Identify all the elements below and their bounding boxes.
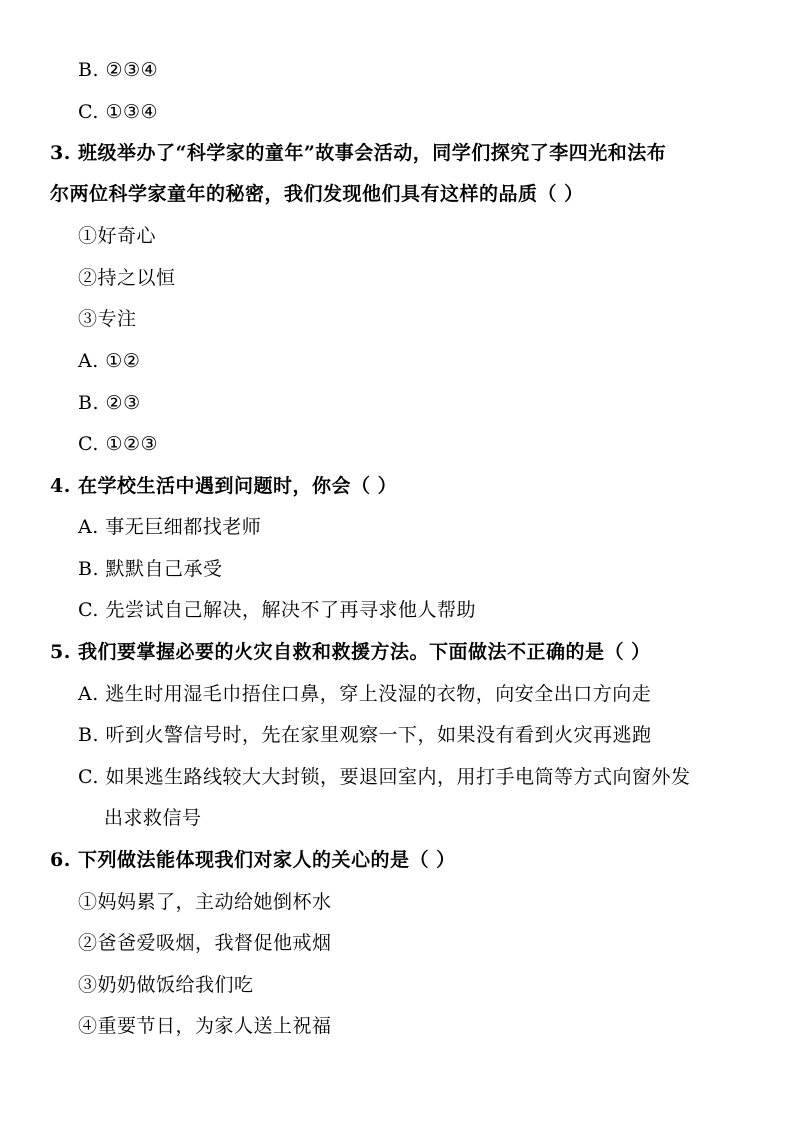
q6-item-2: ②爸爸爱吸烟，我督促他戒烟 (78, 932, 332, 954)
q4-option-b: B. 默默自己承受 (78, 558, 223, 580)
q3-item-1: ①好奇心 (78, 225, 157, 247)
q6-item-3: ③奶奶做饭给我们吃 (78, 974, 254, 996)
q6-stem: 6. 下列做法能体现我们对家人的关心的是（ ） (50, 849, 456, 871)
q5-stem: 5. 我们要掌握必要的火灾自救和救援方法。下面做法不正确的是（ ） (50, 641, 651, 663)
q5-option-b: B. 听到火警信号时，先在家里观察一下，如果没有看到火灾再逃跑 (78, 724, 652, 746)
q6-item-1: ①妈妈累了，主动给她倒杯水 (78, 891, 332, 913)
q3-option-a: A. ①② (78, 350, 141, 372)
q4-option-c: C. 先尝试自己解决，解决不了再寻求他人帮助 (78, 599, 476, 621)
q2-option-b: B. ②③④ (78, 59, 159, 81)
q3-item-3: ③专注 (78, 308, 137, 330)
q4-stem: 4. 在学校生活中遇到问题时，你会（ ） (50, 475, 398, 497)
q5-option-a: A. 逃生时用湿毛巾捂住口鼻，穿上没湿的衣物，向安全出口方向走 (78, 683, 652, 705)
q3-stem-line2: 尔两位科学家童年的秘密，我们发现他们具有这样的品质（ ） (50, 183, 584, 205)
q3-stem-line1: 3. 班级举办了“科学家的童年”故事会活动，同学们探究了李四光和法布 (50, 142, 667, 164)
q5-option-c-line1: C. 如果逃生路线较大大封锁，要退回室内，用打手电筒等方式向窗外发 (78, 766, 691, 788)
q3-item-2: ②持之以恒 (78, 267, 176, 289)
q5-option-c-line2: 出求救信号 (104, 807, 202, 829)
q3-option-b: B. ②③ (78, 392, 141, 414)
q3-option-c: C. ①②③ (78, 433, 159, 455)
q4-option-a: A. 事无巨细都找老师 (78, 516, 262, 538)
q2-option-c: C. ①③④ (78, 101, 159, 123)
q6-item-4: ④重要节日，为家人送上祝福 (78, 1015, 332, 1037)
